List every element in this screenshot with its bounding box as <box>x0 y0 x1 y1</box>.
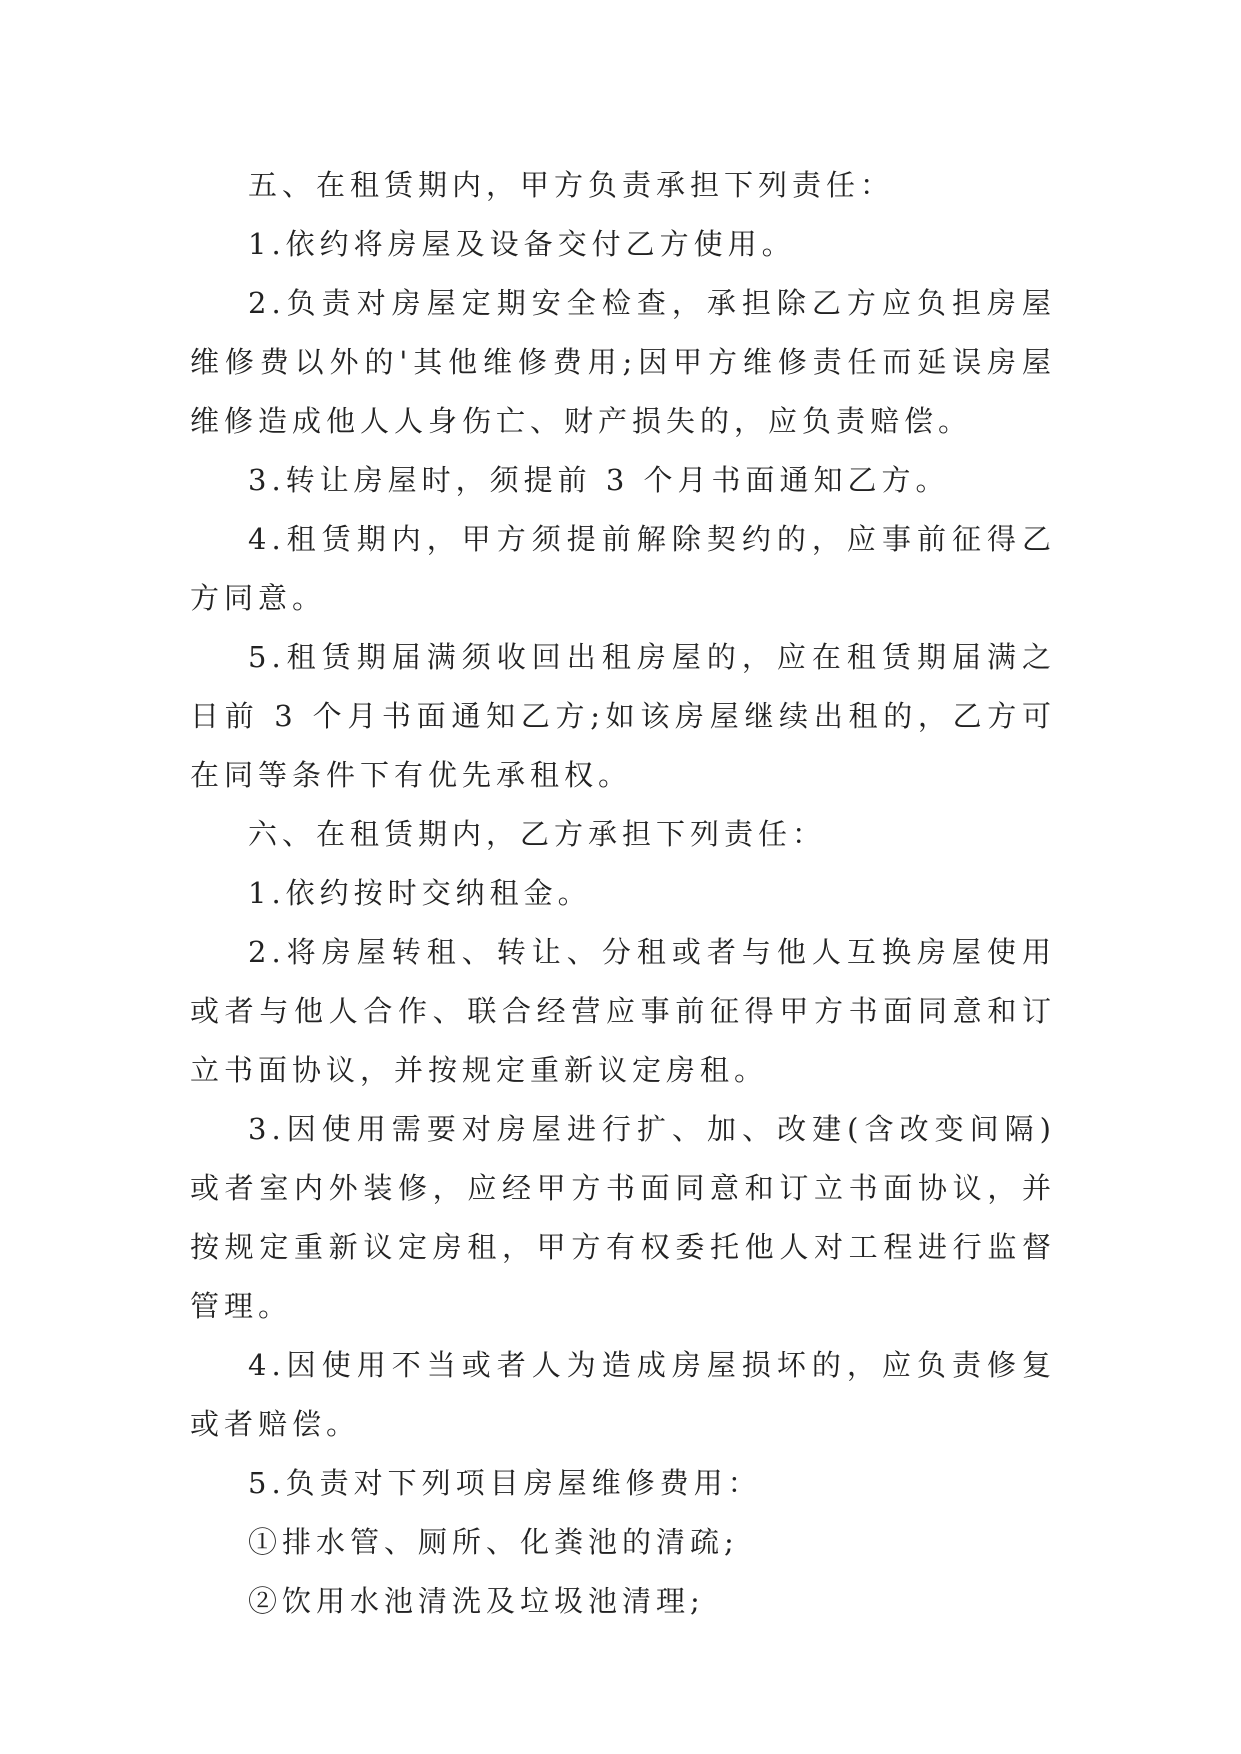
lessor-duty-2: 2.负责对房屋定期安全检查，承担除乙方应负担房屋维修费以外的'其他维修费用;因甲方维修责任而延误房屋维修造成他人人身伤亡、财产损失的，应负责赔偿。 <box>190 286 1056 438</box>
lessee-duty-2: 2.将房屋转租、转让、分租或者与他人互换房屋使用或者与他人合作、联合经营应事前征得甲方书面同意和订立书面协议，并按规定重新议定房租。 <box>190 935 1056 1087</box>
section-five-heading: 五、在租赁期内，甲方负责承担下列责任： <box>248 168 895 202</box>
lessee-duty-1: 1.依约按时交纳租金。 <box>248 876 592 910</box>
lessee-duty-3: 3.因使用需要对房屋进行扩、加、改建(含改变间隔)或者室内外装修，应经甲方书面同意和订立书面协议，并按规定重新议定房租，甲方有权委托他人对工程进行监督管理。 <box>190 1112 1056 1323</box>
lessee-duty-5: 5.负责对下列项目房屋维修费用： <box>248 1466 762 1500</box>
maintenance-item-1: ①排水管、厕所、化粪池的清疏; <box>248 1525 739 1559</box>
lessor-duty-3: 3.转让房屋时，须提前 3 个月书面通知乙方。 <box>248 463 950 497</box>
lessor-duty-1: 1.依约将房屋及设备交付乙方使用。 <box>248 227 796 261</box>
document-page <box>190 156 1056 1631</box>
maintenance-item-2: ②饮用水池清洗及垃圾池清理; <box>248 1584 705 1618</box>
lessor-duty-5: 5.租赁期届满须收回出租房屋的，应在租赁期届满之日前 3 个月书面通知乙方;如该房屋继续出租的，乙方可在同等条件下有优先承租权。 <box>190 640 1056 792</box>
lessee-duty-4: 4.因使用不当或者人为造成房屋损坏的，应负责修复或者赔偿。 <box>190 1348 1056 1441</box>
lessor-duty-4: 4.租赁期内，甲方须提前解除契约的，应事前征得乙方同意。 <box>190 522 1056 615</box>
section-six-heading: 六、在租赁期内，乙方承担下列责任： <box>248 817 827 851</box>
